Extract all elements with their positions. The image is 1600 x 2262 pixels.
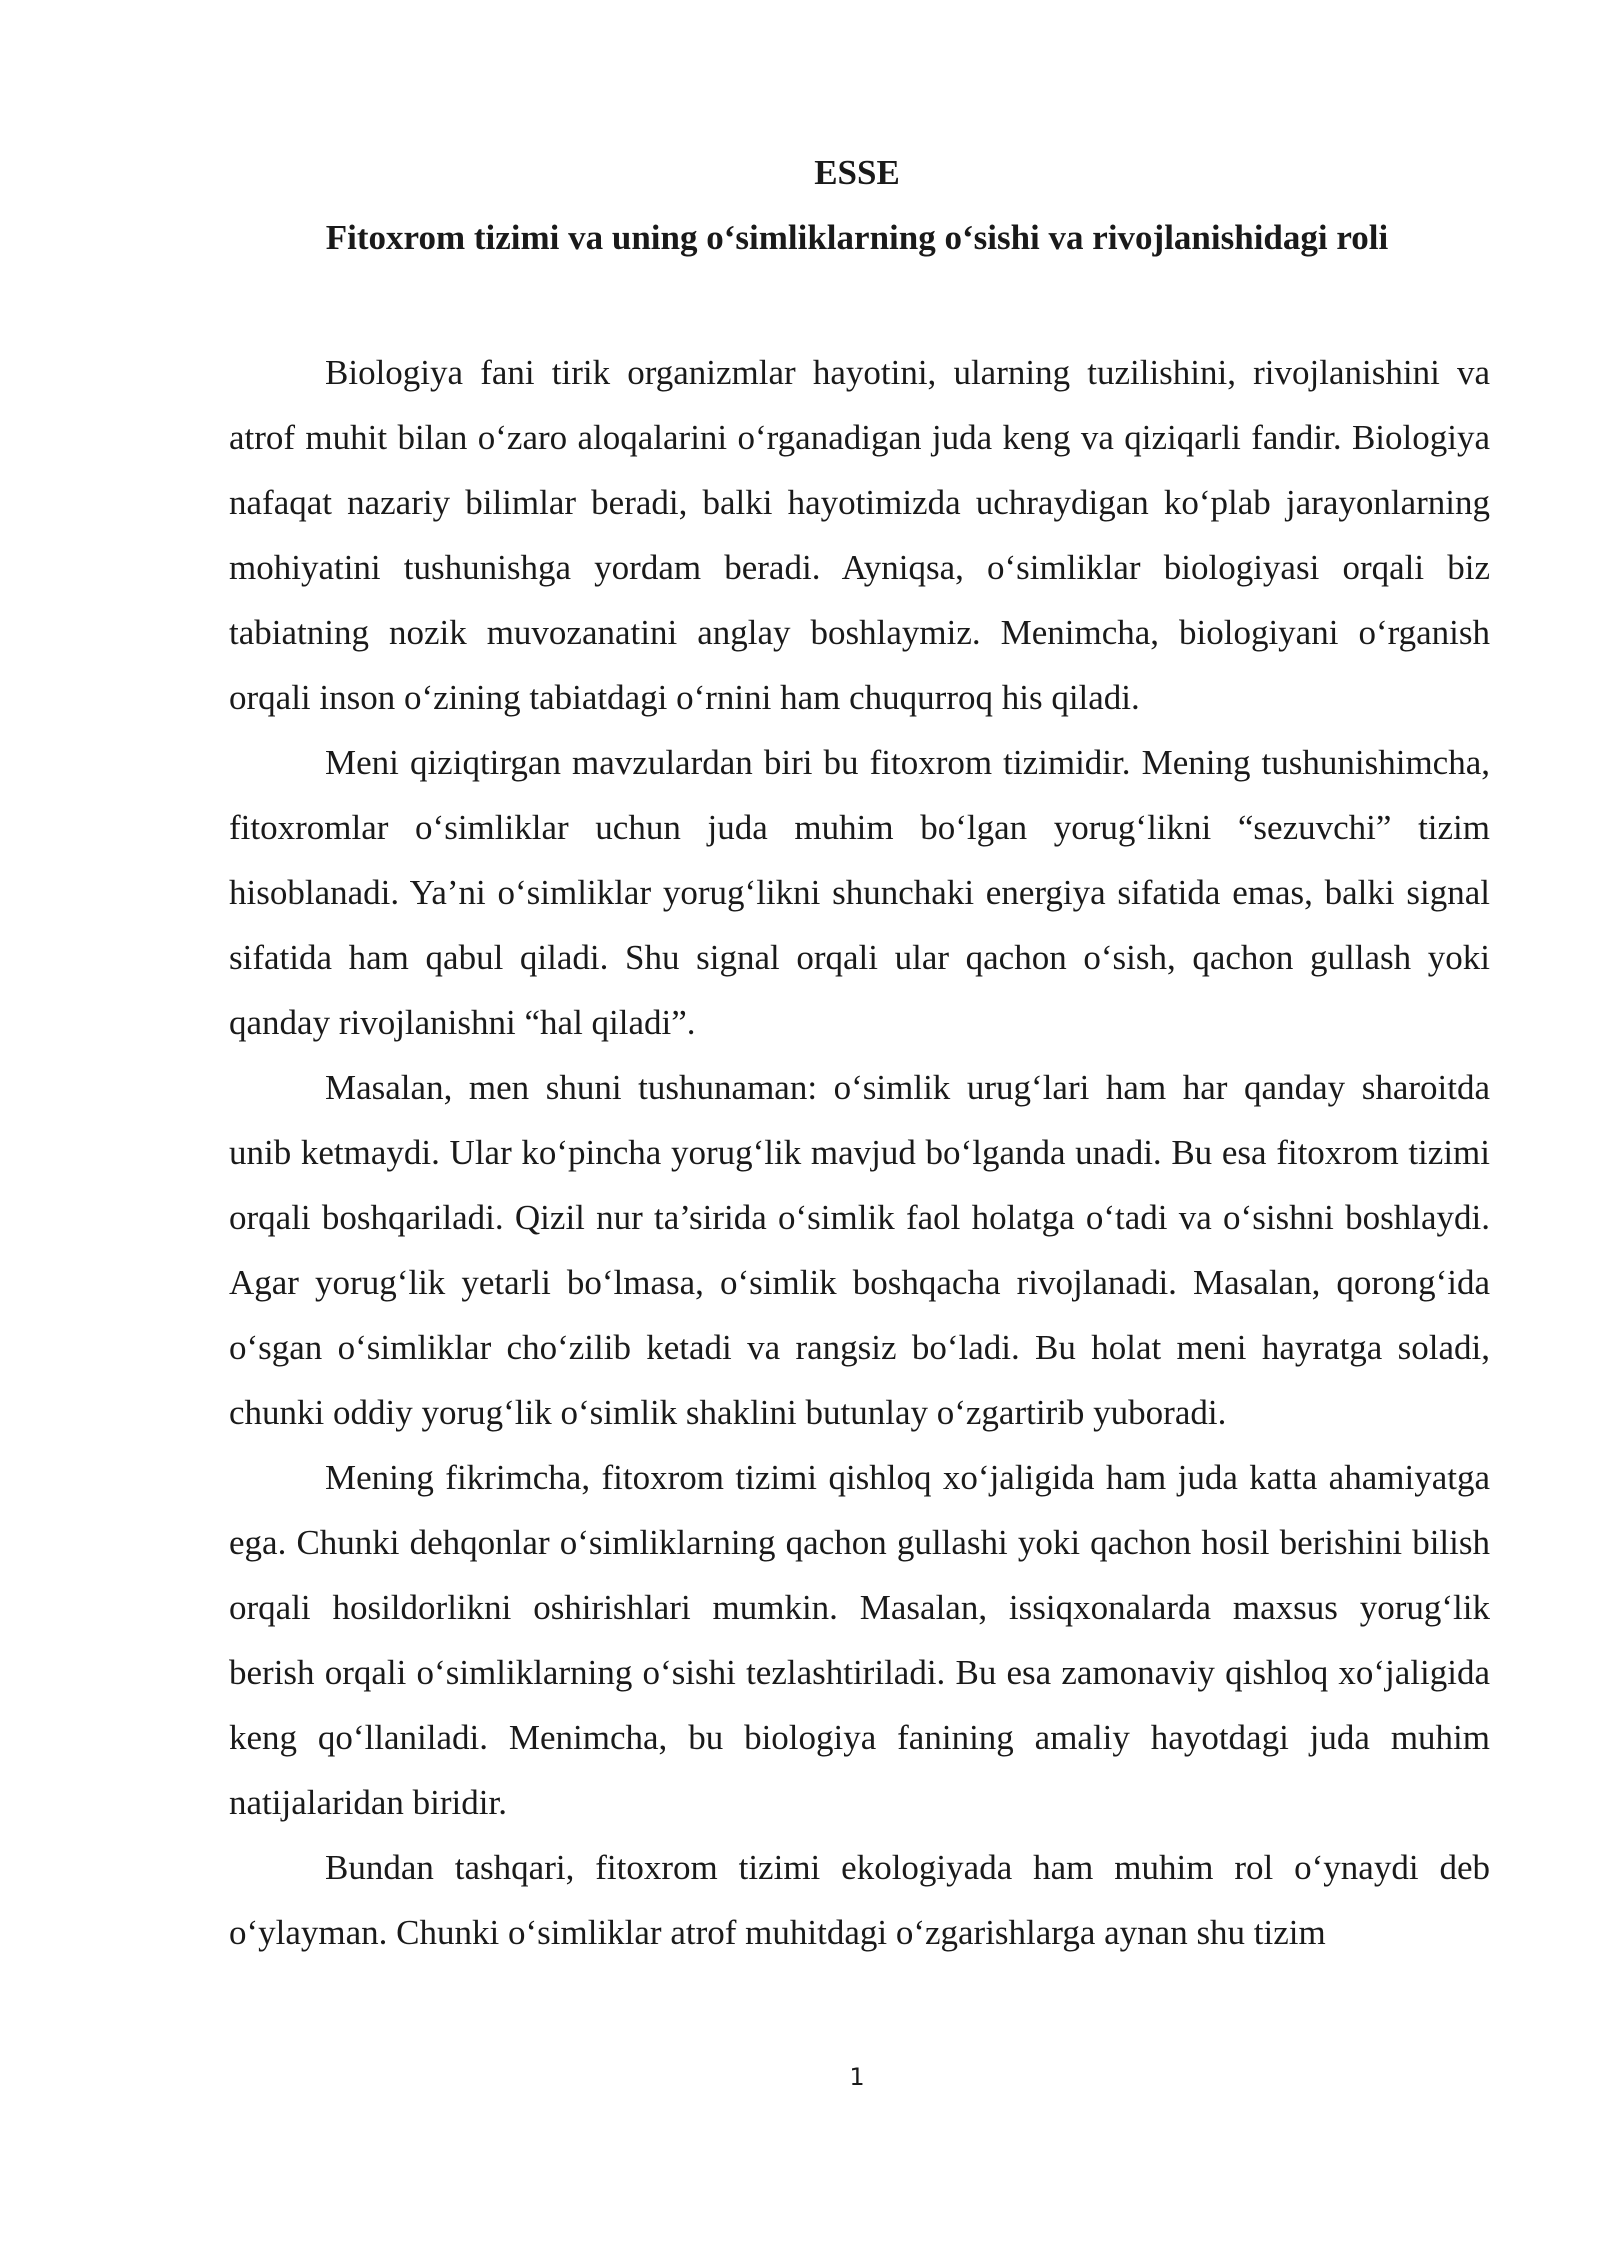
paragraph: Mening fikrimcha, fitoxrom tizimi qishloq xo‘jaligida ham juda katta ahamiyatga ega. Chunki dehqonlar o‘simliklarning qachon gullashi yoki qachon hosil berishini bilish orqali hosildorlikni oshirishlari mumkin. Masalan, issiqxonalarda maxsus yorug‘lik berish orqali o‘simliklarning o‘sishi tezlashtiriladi. Bu esa zamonaviy qishloq xo‘jaligida keng qo‘llaniladi. Menimcha, bu biologiya fanining amaliy hayotdagi juda muhim natijalaridan biridir. bbox=[229, 1458, 1490, 1822]
document-title: ESSE bbox=[814, 153, 900, 192]
document-body bbox=[229, 340, 1490, 1965]
page-number: 1 bbox=[849, 2063, 865, 2091]
paragraph: Masalan, men shuni tushunaman: o‘simlik urug‘lari ham har qanday sharoitda unib ketmaydi. Ular ko‘pincha yorug‘lik mavjud bo‘lganda unadi. Bu esa fitoxrom tizimi orqali boshqariladi. Qizil nur ta’sirida o‘simlik faol holatga o‘tadi va o‘sishni boshlaydi. Agar yorug‘lik yetarli bo‘lmasa, o‘simlik boshqacha rivojlanadi. Masalan, qorong‘ida o‘sgan o‘simliklar cho‘zilib ketadi va rangsiz bo‘ladi. Bu holat meni hayratga soladi, chunki oddiy yorug‘lik o‘simlik shaklini butunlay o‘zgartirib yuboradi. bbox=[229, 1068, 1490, 1432]
paragraph: Bundan tashqari, fitoxrom tizimi ekologiyada ham muhim rol o‘ynaydi deb o‘ylayman. Chunki o‘simliklar atrof muhitdagi o‘zgarishlarga aynan shu tizim bbox=[229, 1848, 1490, 1952]
paragraph: Biologiya fani tirik organizmlar hayotini, ularning tuzilishini, rivojlanishini va atrof muhit bilan o‘zaro aloqalarini o‘rganadigan juda keng va qiziqarli fandir. Biologiya nafaqat nazariy bilimlar beradi, balki hayotimizda uchraydigan ko‘plab jarayonlarning mohiyatini tushunishga yordam beradi. Ayniqsa, o‘simliklar biologiyasi orqali biz tabiatning nozik muvozanatini anglay boshlaymiz. Menimcha, biologiyani o‘rganish orqali inson o‘zining tabiatdagi o‘rnini ham chuqurroq his qiladi. bbox=[229, 353, 1490, 717]
paragraph: Meni qiziqtirgan mavzulardan biri bu fitoxrom tizimidir. Mening tushunishimcha, fitoxromlar o‘simliklar uchun juda muhim bo‘lgan yorug‘likni “sezuvchi” tizim hisoblanadi. Ya’ni o‘simliklar yorug‘likni shunchaki energiya sifatida emas, balki signal sifatida ham qabul qiladi. Shu signal orqali ular qachon o‘sish, qachon gullash yoki qanday rivojlanishni “hal qiladi”. bbox=[229, 743, 1490, 1042]
document-subtitle: Fitoxrom tizimi va uning o‘simliklarning o‘sishi va rivojlanishidagi roli bbox=[325, 218, 1389, 257]
